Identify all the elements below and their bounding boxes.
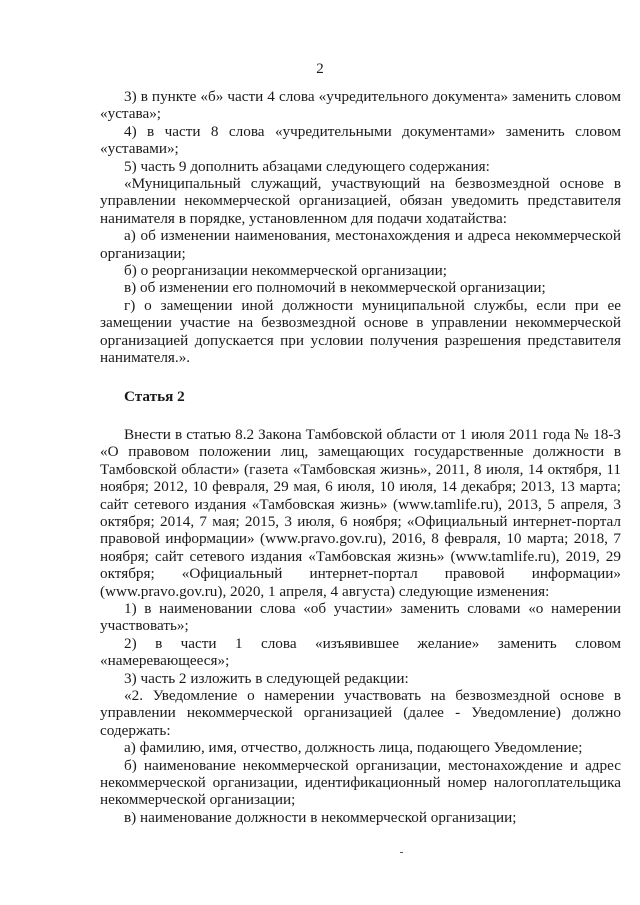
paragraph: 2) в части 1 слова «изъявившее желание» заменить словом «намеревающееся»; (100, 634, 621, 670)
document-body (100, 88, 621, 826)
paragraph: в) об изменении его полномочий в некоммерческой организации; (124, 279, 546, 297)
paragraph: б) наименование некоммерческой организации, местонахождение и адрес некоммерческой организации, идентификационный номер налогоплательщика некоммерческой организации; (100, 756, 621, 809)
paragraph: «2. Уведомление о намерении участвовать на безвозмездной основе в управлении некоммерческой организацией (далее - Уведомление) должно содержать: (100, 687, 621, 739)
paragraph: 3) часть 2 изложить в следующей редакции: (124, 669, 409, 687)
paragraph: Внести в статью 8.2 Закона Тамбовской области от 1 июля 2011 года № 18-З «О правовом положении лиц, замещающих государственные должности в Тамбовской области» (газета «Тамбовская жизнь», 2011, 8 июля, 14 октября, 11 ноября; 2012, 10 февраля, 29 мая, 6 июля, 10 июля, 14 декабря; 2013, 13 марта; сайт сетевого издания «Тамбовская жизнь» (www.tamlife.ru), 2013, 5 апреля, 3 октября; 2014, 7 мая; 2015, 3 июля, 6 ноября; «Официальный интернет-портал правовой информации» (www.pravo.gov.ru), 2016, 8 февраля, 10 марта; 2018, 7 ноября; сайт сетевого издания «Тамбовская жизнь» (www.tamlife.ru), 2019, 29 октября; «Официальный интернет-портал правовой информации» (www.pravo.gov.ru), 2020, 1 апреля, 4 августа) следующие изменения: (100, 425, 621, 600)
paragraph: в) наименование должности в некоммерческой организации; (124, 808, 517, 826)
paragraph: б) о реорганизации некоммерческой организации; (124, 262, 447, 280)
scan-mark (400, 852, 403, 853)
paragraph: а) об изменении наименования, местонахождения и адреса некоммерческой организации; (100, 227, 621, 262)
paragraph: 5) часть 9 дополнить абзацами следующего содержания: (124, 157, 490, 175)
page-number: 2 (316, 61, 324, 77)
paragraph: «Муниципальный служащий, участвующий на безвозмездной основе в управлении некоммерческой организацией, обязан уведомить представителя нанимателя в порядке, установленном для подачи ходатайства: (100, 175, 621, 227)
paragraph: 3) в пункте «б» части 4 слова «учредительного документа» заменить словом «устава»; (100, 88, 621, 123)
paragraph: г) о замещении иной должности муниципальной службы, если при ее замещении участие на безвозмездной основе в управлении некоммерческой организацией допускается при условии получения разрешения представителя нанимателя.». (100, 296, 621, 367)
paragraph: а) фамилию, имя, отчество, должность лица, подающего Уведомление; (124, 739, 583, 757)
paragraph: 1) в наименовании слова «об участии» заменить словами «о намерении участвовать»; (100, 599, 621, 635)
article-heading: Статья 2 (124, 387, 185, 405)
paragraph: 4) в части 8 слова «учредительными документами» заменить словом «уставами»; (100, 122, 621, 158)
